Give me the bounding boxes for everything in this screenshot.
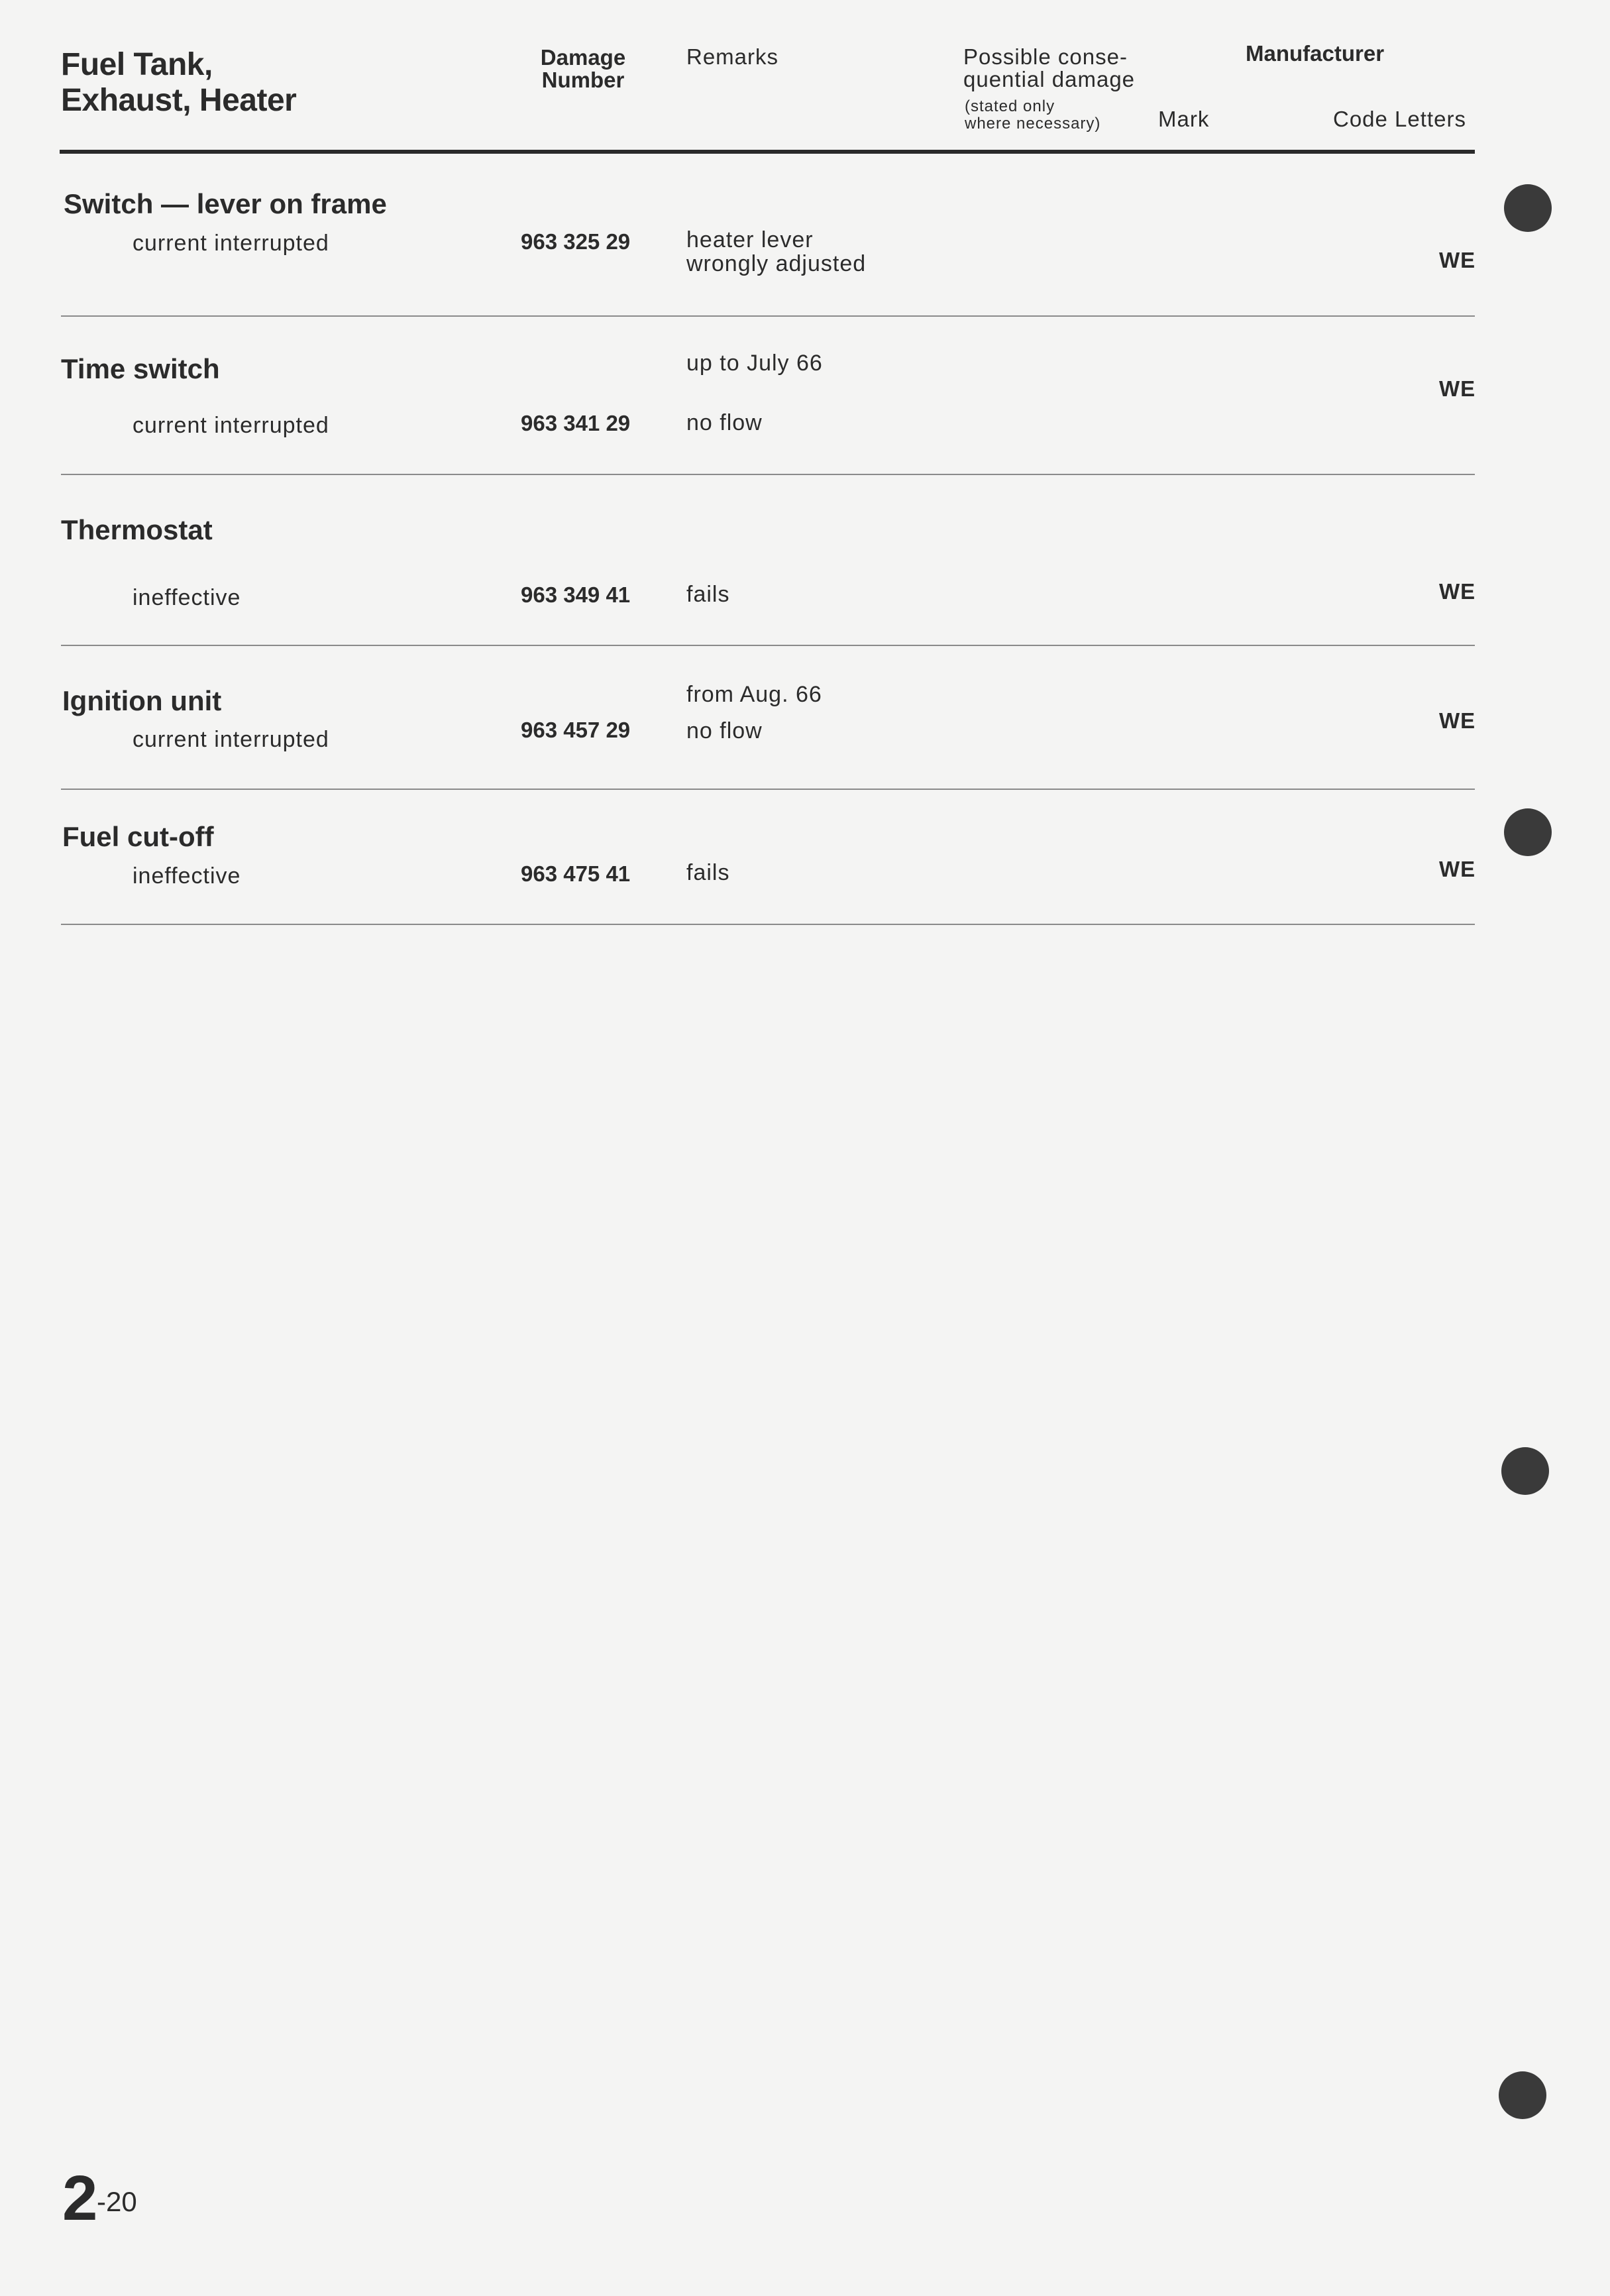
page-number-minor: -20 xyxy=(97,2186,137,2217)
entry-remark-4b: no flow xyxy=(686,718,763,743)
entry-remark-1b: wrongly adjusted xyxy=(686,251,867,276)
entry-condition-4: current interrupted xyxy=(133,727,329,752)
entry-damage-number-3: 963 349 41 xyxy=(521,582,631,607)
code-letters-header: Code Letters xyxy=(1333,107,1466,131)
entry-remark-2a: up to July 66 xyxy=(686,351,823,376)
damage-number-header-line1: Damage xyxy=(540,45,626,70)
entry-part-4: Ignition unit xyxy=(62,685,222,716)
entry-damage-number-5: 963 475 41 xyxy=(521,861,631,886)
header-rule xyxy=(60,150,1475,154)
entry-condition-2: current interrupted xyxy=(133,413,329,438)
entry-separator-2 xyxy=(61,474,1475,475)
entry-code-2: WE xyxy=(1439,376,1476,401)
entry-separator-1 xyxy=(61,315,1475,317)
section-title-line1: Fuel Tank, xyxy=(61,47,213,82)
entry-remark-2b: no flow xyxy=(686,410,763,435)
entry-separator-3 xyxy=(61,645,1475,646)
entry-code-3: WE xyxy=(1439,579,1476,604)
entry-condition-3: ineffective xyxy=(133,585,241,610)
consequential-header-line1: Possible conse- xyxy=(963,44,1128,69)
entry-condition-5: ineffective xyxy=(133,863,241,889)
section-title-line2: Exhaust, Heater xyxy=(61,83,297,118)
entry-code-4: WE xyxy=(1439,708,1476,733)
entry-code-1: WE xyxy=(1439,248,1476,272)
consequential-note-line1: (stated only xyxy=(965,97,1055,115)
entry-remark-1a: heater lever xyxy=(686,227,814,252)
punch-hole-icon xyxy=(1499,2071,1546,2119)
mark-header: Mark xyxy=(1158,107,1210,131)
entry-part-2: Time switch xyxy=(61,353,220,384)
entry-part-1: Switch — lever on frame xyxy=(64,188,387,219)
manufacturer-header: Manufacturer xyxy=(1246,41,1385,66)
entry-separator-4 xyxy=(61,789,1475,790)
entry-code-5: WE xyxy=(1439,857,1476,881)
punch-hole-icon xyxy=(1504,184,1552,232)
punch-hole-icon xyxy=(1504,808,1552,856)
entry-remark-4a: from Aug. 66 xyxy=(686,682,822,707)
entry-damage-number-4: 963 457 29 xyxy=(521,718,631,742)
entry-remark-3: fails xyxy=(686,582,730,607)
damage-number-header-line2: Number xyxy=(541,68,625,92)
page-number-major: 2 xyxy=(62,2163,98,2234)
entry-part-3: Thermostat xyxy=(61,514,213,545)
entry-separator-5 xyxy=(61,924,1475,925)
entry-condition-1: current interrupted xyxy=(133,231,329,256)
entry-part-5: Fuel cut-off xyxy=(62,821,214,852)
consequential-note-line2: where necessary) xyxy=(965,115,1101,133)
entry-remark-5: fails xyxy=(686,860,730,885)
entry-damage-number-2: 963 341 29 xyxy=(521,411,631,435)
remarks-header: Remarks xyxy=(686,44,779,69)
punch-hole-icon xyxy=(1501,1447,1549,1495)
consequential-header-line2: quential damage xyxy=(963,67,1136,91)
entry-damage-number-1: 963 325 29 xyxy=(521,229,631,254)
